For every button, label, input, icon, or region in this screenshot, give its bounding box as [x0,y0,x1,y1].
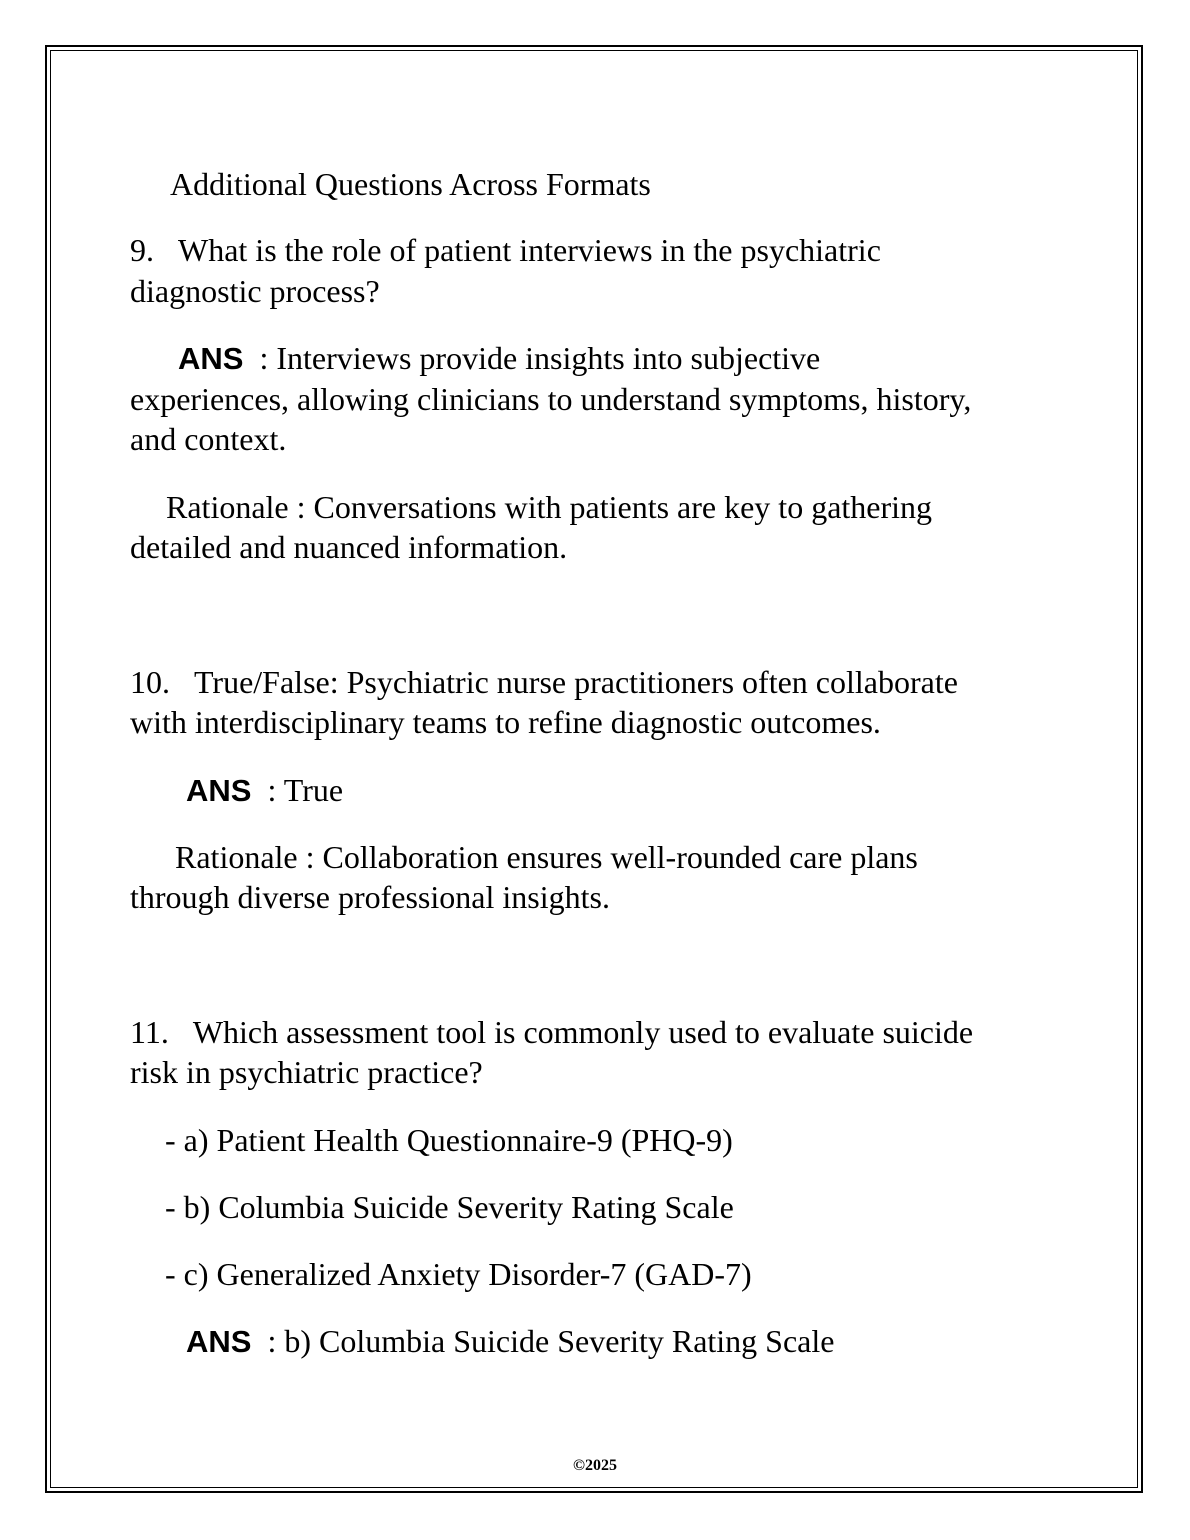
answer-text: : Interviews provide insights into subjective [259,340,821,376]
option-c: - c) Generalized Anxiety Disorder-7 (GAD-7) [165,1256,752,1292]
section-heading: Additional Questions Across Formats [170,166,651,202]
question-9-line-2: diagnostic process? [130,273,380,309]
answer-9-line-3: and context. [130,421,287,457]
rationale-9-line-1: Rationale : Conversations with patients are key to gathering [166,489,933,525]
question-9-line-1 [130,230,881,270]
question-10-line-1 [130,662,958,702]
ans-label: ANS [186,1324,252,1359]
answer-10-line-1 [186,770,343,811]
rationale-10-line-2: through diverse professional insights. [130,879,610,915]
question-number: 10. [130,664,170,700]
question-11-line-1 [130,1012,973,1052]
rationale-10-line-1: Rationale : Collaboration ensures well-rounded care plans [175,839,918,875]
question-number: 11. [130,1014,169,1050]
question-text: Which assessment tool is commonly used to evaluate suicide [192,1014,974,1050]
copyright-footer: ©2025 [573,1457,617,1474]
question-text: What is the role of patient interviews in the psychiatric [178,232,881,268]
answer-text: : b) Columbia Suicide Severity Rating Scale [267,1323,835,1359]
answer-11-line-1 [186,1321,834,1362]
question-11-line-2: risk in psychiatric practice? [130,1054,483,1090]
answer-9-line-1 [178,338,820,379]
ans-label: ANS [178,341,244,376]
option-b: - b) Columbia Suicide Severity Rating Scale [165,1189,734,1225]
question-number: 9. [130,232,154,268]
answer-text: : True [267,772,344,808]
option-a: - a) Patient Health Questionnaire-9 (PHQ-9) [165,1122,733,1158]
rationale-9-line-2: detailed and nuanced information. [130,529,568,565]
question-10-line-2: with interdisciplinary teams to refine diagnostic outcomes. [130,704,881,740]
ans-label: ANS [186,773,252,808]
answer-9-line-2: experiences, allowing clinicians to understand symptoms, history, [130,381,972,417]
question-text: True/False: Psychiatric nurse practitioners often collaborate [194,664,958,700]
